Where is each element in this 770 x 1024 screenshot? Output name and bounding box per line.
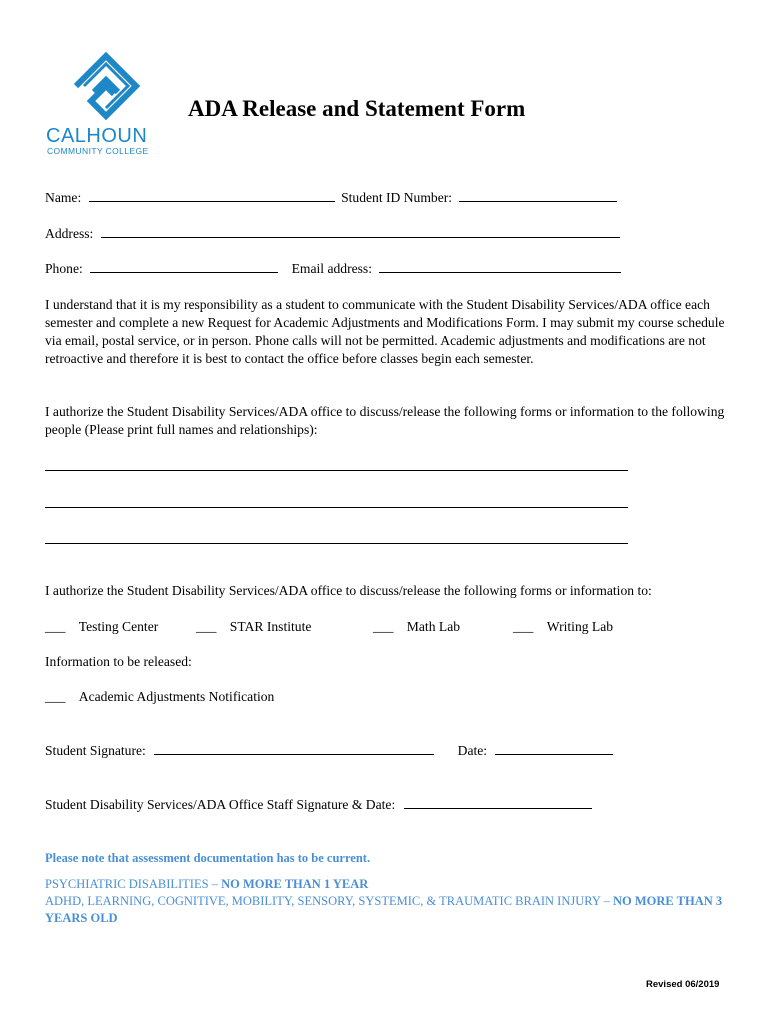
option-label: Academic Adjustments Notification <box>78 689 275 704</box>
option-testing-center[interactable] <box>45 618 158 636</box>
address-field[interactable] <box>101 225 620 238</box>
person-line-3[interactable] <box>45 543 628 544</box>
date-label: Date: <box>457 743 488 758</box>
logo-subtitle: COMMUNITY COLLEGE <box>47 146 149 156</box>
date-field[interactable] <box>495 742 613 755</box>
name-label: Name: <box>45 190 82 205</box>
student-id-label: Student ID Number: <box>341 190 453 205</box>
option-blank[interactable]: ___ <box>45 689 66 704</box>
option-blank[interactable]: ___ <box>373 619 394 634</box>
option-blank[interactable]: ___ <box>513 619 534 634</box>
staff-signature-field[interactable] <box>404 796 592 809</box>
documentation-note: Please note that assessment documentation has to be current. <box>45 851 371 865</box>
email-label: Email address: <box>291 261 372 276</box>
address-label: Address: <box>45 226 94 241</box>
name-row <box>45 189 617 207</box>
authorize-people-paragraph: I authorize the Student Disability Services/ADA office to discuss/release the following forms or information to the following people (Please print full names and relationships): <box>45 404 725 437</box>
form-title: ADA Release and Statement Form <box>188 96 526 121</box>
student-signature-field[interactable] <box>154 742 434 755</box>
psychiatric-line: PSYCHIATRIC DISABILITIES – NO MORE THAN 1 YEAR <box>45 877 369 891</box>
person-line-1[interactable] <box>45 470 628 471</box>
student-id-field[interactable] <box>459 189 617 202</box>
time-limits-note <box>45 876 725 927</box>
calhoun-logo-mark <box>44 48 174 128</box>
address-row <box>45 225 620 243</box>
staff-signature-row <box>45 796 592 814</box>
authorize-offices-paragraph: I authorize the Student Disability Services/ADA office to discuss/release the following forms or information to: <box>45 583 652 598</box>
phone-field[interactable] <box>90 260 278 273</box>
revised-date: Revised 06/2019 <box>646 979 720 990</box>
phone-row <box>45 260 621 278</box>
name-field[interactable] <box>89 189 335 202</box>
logo-name: CALHOUN <box>46 125 148 147</box>
staff-signature-label: Student Disability Services/ADA Office Staff Signature & Date: <box>45 797 396 812</box>
other-disabilities-line: ADHD, LEARNING, COGNITIVE, MOBILITY, SENSORY, SYSTEMIC, & TRAUMATIC BRAIN INJURY – NO MORE THAN 3 YEARS OLD <box>45 894 723 925</box>
option-label: Math Lab <box>406 619 461 634</box>
option-blank[interactable]: ___ <box>196 619 217 634</box>
email-field[interactable] <box>379 260 621 273</box>
option-label: Testing Center <box>78 619 159 634</box>
student-signature-label: Student Signature: <box>45 743 146 758</box>
option-math-lab[interactable] <box>373 618 460 636</box>
person-line-2[interactable] <box>45 507 628 508</box>
option-label: Writing Lab <box>546 619 614 634</box>
option-star-institute[interactable] <box>196 618 311 636</box>
option-writing-lab[interactable] <box>513 618 613 636</box>
info-heading: Information to be released: <box>45 654 192 669</box>
phone-label: Phone: <box>45 261 83 276</box>
option-blank[interactable]: ___ <box>45 619 66 634</box>
option-label: STAR Institute <box>229 619 312 634</box>
signature-row <box>45 742 613 760</box>
calhoun-logo <box>44 48 174 158</box>
option-academic-adjustments[interactable] <box>45 688 274 706</box>
responsibility-paragraph: I understand that it is my responsibility as a student to communicate with the Student Disability Services/ADA office each semester and complete a new Request for Academic Adjustments and Modifications Form. I may submit my course schedule via email, postal service, or in person. Phone calls will not be permitted. Academic adjustments and modifications are not retroactive and therefore it is best to contact the office before classes begin each semester. <box>45 297 725 366</box>
